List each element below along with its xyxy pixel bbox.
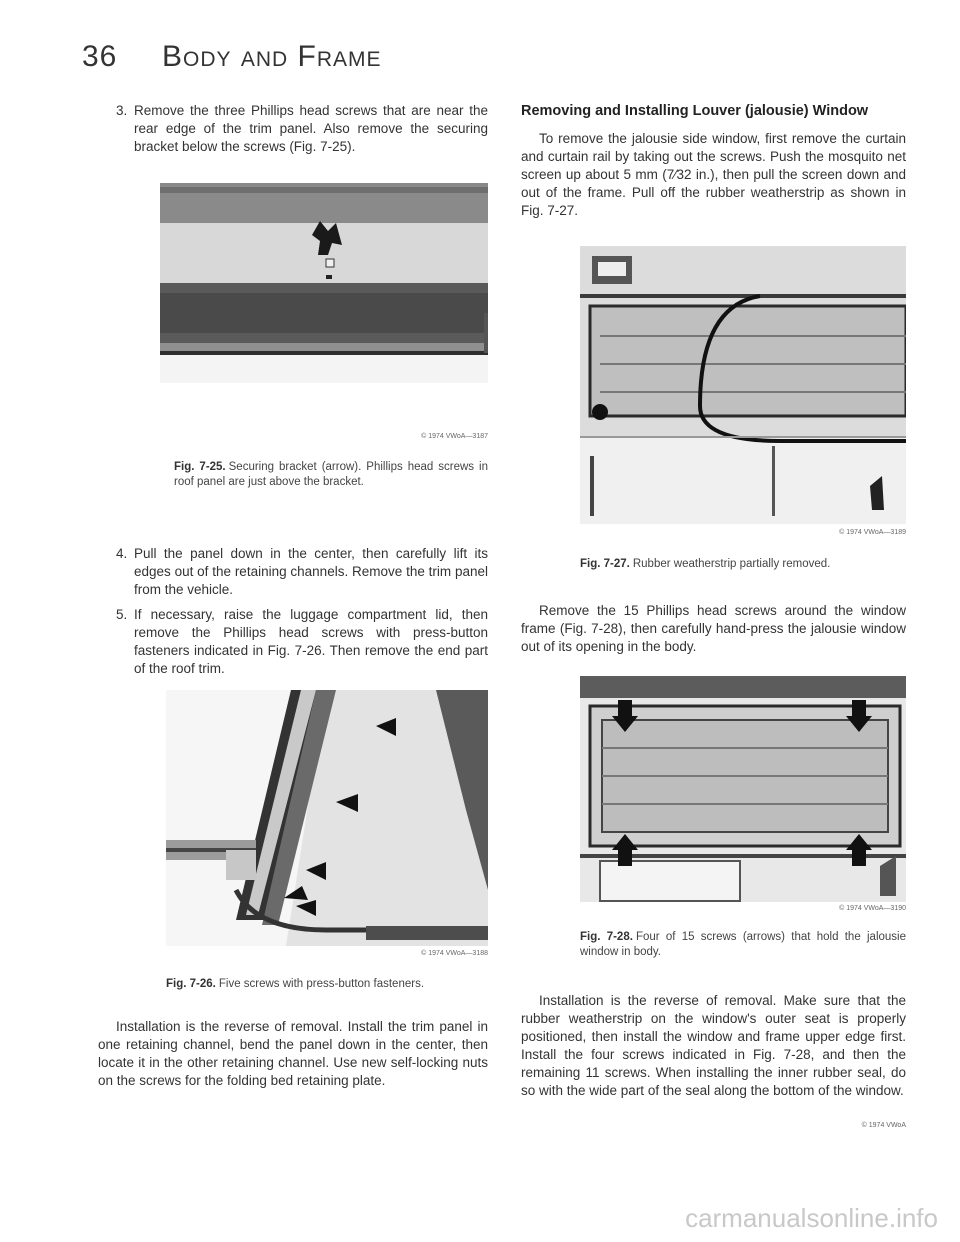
step-text: Pull the panel down in the center, then carefully lift its edges out of the retaining channels. Remove the trim panel from the vehicle. [134, 546, 488, 597]
footer-credit: © 1974 VWoA [861, 1122, 906, 1129]
step-text: Remove the three Phillips head screws that are near the rear edge of the trim panel. Also remove the securing bracket below the screws (Fig. 7-25). [134, 103, 488, 154]
figure-7-26-caption [166, 977, 488, 992]
figure-label: Fig. 7-26. [166, 978, 216, 990]
caption-text: Securing bracket (arrow). Phillips head screws in roof panel are just above the bracket. [174, 461, 488, 488]
figure-7-27-caption [580, 557, 906, 572]
figure-label: Fig. 7-25. [174, 461, 226, 473]
page-number: 36 [82, 40, 118, 73]
section-heading: Removing and Installing Louver (jalousie) Window [521, 103, 869, 119]
right-removal-paragraph: Remove the 15 Phillips head screws around the window frame (Fig. 7-28), then carefully hand-press the jalousie window out of its opening in the body. [521, 603, 906, 654]
left-installation-paragraph: Installation is the reverse of removal. Install the trim panel in one retaining channel, bend the panel down in the center, then locate it in the other retaining channel. Use new self-locking nuts on the screws for the folding bed retaining plate. [98, 1019, 488, 1088]
caption-text: Five screws with press-button fasteners. [218, 978, 425, 990]
step-number: 4. [116, 546, 128, 561]
figure-7-27-photo [580, 246, 906, 524]
right-intro-paragraph: To remove the jalousie side window, first remove the curtain and curtain rail by taking out the screws. Push the mosquito net screen up about 5 mm (7⁄32 in.), then pull the screen down and out of the frame. Pull off the rubber weatherstrip as shown in Fig. 7-27. [521, 131, 906, 218]
figure-7-25-photo [160, 183, 488, 383]
step-4 [116, 545, 488, 599]
caption-text: Rubber weatherstrip partially removed. [632, 558, 831, 570]
caption-text: Four of 15 screws (arrows) that hold the jalousie window in body. [580, 931, 906, 958]
figure-7-26-photo [166, 690, 488, 946]
step-5 [116, 606, 488, 678]
step-3 [116, 102, 488, 156]
step-number: 5. [116, 607, 128, 622]
figure-7-28-credit: © 1974 VWoA—3190 [839, 905, 906, 912]
figure-7-28-caption [580, 930, 906, 960]
figure-7-25-caption [174, 460, 488, 490]
watermark: carmanualsonline.info [685, 1203, 938, 1233]
step-number: 3. [116, 103, 128, 118]
figure-7-27-credit: © 1974 VWoA—3189 [839, 529, 906, 536]
figure-7-28-photo [580, 676, 906, 902]
right-installation-paragraph: Installation is the reverse of removal. Make sure that the rubber weatherstrip on the window's outer seat is properly positioned, then install the window and frame upper edge first. Install the four screws indicated in Fig. 7-28, and then the remaining 11 screws. When installing the inner rubber seal, do so with the wide part of the seal along the bottom of the window. [521, 993, 906, 1098]
figure-label: Fig. 7-28. [580, 931, 633, 943]
figure-label: Fig. 7-27. [580, 558, 630, 570]
section-title: Body and Frame [162, 40, 382, 73]
figure-7-25-credit: © 1974 VWoA—3187 [421, 433, 488, 440]
figure-7-26-credit: © 1974 VWoA—3188 [421, 950, 488, 957]
step-text: If necessary, raise the luggage compartment lid, then remove the Phillips head screws with press-button fasteners indicated in Fig. 7-26. Then remove the end part of the roof trim. [134, 607, 488, 676]
